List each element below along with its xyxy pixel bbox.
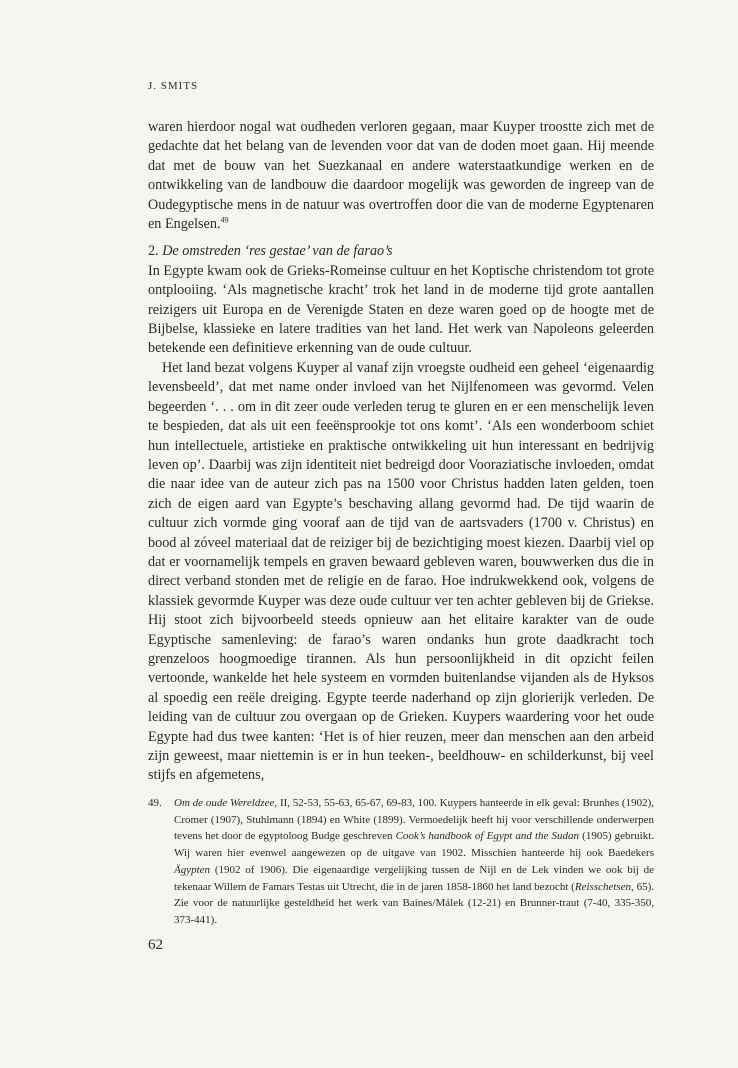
page-number: 62 — [148, 937, 163, 953]
running-head: J. SMITS — [148, 80, 199, 92]
footnote-segment: , II, 52-53, 55-63, 65-67, 69-83, 100. Kuypers hanteerde in elk geval: Brunhes (1902), Cromer (1907), Stuhlmann (1894) en White (1899). Vermoedelijk heeft hij voor verschillende onderwerpen tevens het door de egyptoloog Budge geschreven — [174, 797, 654, 843]
footnote-title: Cook’s handbook of Egypt and the Sudan — [395, 830, 580, 843]
section-number: 2. — [148, 243, 159, 260]
paragraph: In Egypte kwam ook de Grieks-Romeinse cultuur en het Koptische christendom tot grote ontplooiing. ‘Als magnetische kracht’ trok het land in de moderne tijd grote aantallen reizigers uit Europa en de Verenigde Staten en deze waren goed op de hoogte met de Bijbelse, klassieke en latere tradities van het land. Het werk van Napoleons geleerden betekende een definitieve erkenning van de oude cultuur. — [148, 262, 654, 357]
footnote-segment: (1902 of 1906). Die eigenaardige vergelijking tussen de Nijl en de Lek vinden we ook bij de tekenaar Willem de Famars Testas uit Utrecht, die in de jaren 1858-1860 het land bezocht ( — [174, 863, 654, 893]
footnote-segment: , 65). Zie voor de natuurlijke gesteldheid het werk van Baines/Málek (12-21) en Brunner-traut (7-40, 335-350, 373-441). — [174, 880, 654, 926]
footnote-title: Reisschetsen — [574, 880, 632, 893]
footnote — [148, 795, 654, 929]
paragraph — [148, 118, 654, 234]
footnote-reference: 49 — [220, 215, 229, 225]
footnote-number: 49. — [148, 797, 162, 809]
paragraph: Het land bezat volgens Kuyper al vanaf zijn vroegste oudheid een geheel ‘eigenaardig levensbeeld’, dat met name onder invloed van het Nijlfenomeen was gevormd. Velen begeerden ‘. . . om in dit zeer oude verleden terug te gluren en er een menschelijk leven te bespieden, dat als uit een feeënsprookje tot ons komt’. ‘Als een wonderboom schiet hun intellectuele, artistieke en praktische ontwikkeling uit hun interessant en bedrijvig leven op’. Daarbij was zijn identiteit niet bedreigd door Vooraziatische invloeden, omdat die naar idee van de auteur zich pas na 1500 voor Christus hadden laten gelden, toen zich de eigen aard van Egypte’s beschaving allang gevormd had. De tijd waarin de cultuur zich vormde ging vooraf aan de tijd van de aartsvaders (1700 v. Christus) en bood al zóveel materiaal dat de reiziger bij de bezichtiging moest kiezen. Daarbij viel op dat er voornamelijk tempels en graven bewaard gebleven waren, bouwwerken dus die in direct verband stonden met de religie en de farao. Hoe indrukwekkend ook, volgens de klassiek gevormde Kuyper was deze oude cultuur ver ten achter gebleven bij de Griekse. Hij stoot zich bijvoorbeeld steeds opnieuw aan het elitaire karakter van de oude Egyptische samenleving: de farao’s waren ondanks hun grote daadkracht toch grenzeloos hoogmoedige tirannen. Als hun persoonlijkheid in dit opzicht feilen vertoonde, wankelde het hele systeem en vormden buitenlandse vijanden als de Hyksos al spoedig een reële dreiging. Egypte teerde naderhand op zijn glorierijk verleden. De leiding van de cultuur zou overgaan op de Grieken. Kuypers waardering voor het oude Egypte had dus twee kanten: ‘Het is of hier reuzen, meer dan menschen aan den arbeid zijn geweest, maar niettemin is er in hun teeken-, beeldhouw- en schilderkunst, bij veel stijfs en afgemetens, — [148, 359, 654, 784]
footnote-title: Om de oude Wereldzee — [174, 797, 275, 809]
paragraph-text: waren hierdoor nogal wat oudheden verloren gegaan, maar Kuyper troostte zich met de gedachte dat het belang van de levenden voor dat van de doden moet gaan. Hij meende dat met de bouw van het Suezkanaal en andere waterstaatkundige werken en de ontwikkeling van de landbouw die daardoor mogelijk was geworden de ingreep van de Oudegyptische mens in de natuur was overtroffen door die van de moderne Egyptenaren en Engelsen. — [148, 119, 654, 233]
body-text — [148, 118, 654, 786]
section-title: De omstreden ‘res gestae’ van de farao’s — [162, 243, 393, 260]
footnote-text — [174, 795, 654, 929]
footnote-title: Ägypten — [174, 863, 211, 876]
section-heading — [148, 242, 654, 261]
footnote-segment: (1905) gebruikt. Wij waren hier evenwel aangewezen op de uitgave van 1902. Misschien hanteerde hij ook Baedekers — [174, 830, 655, 860]
